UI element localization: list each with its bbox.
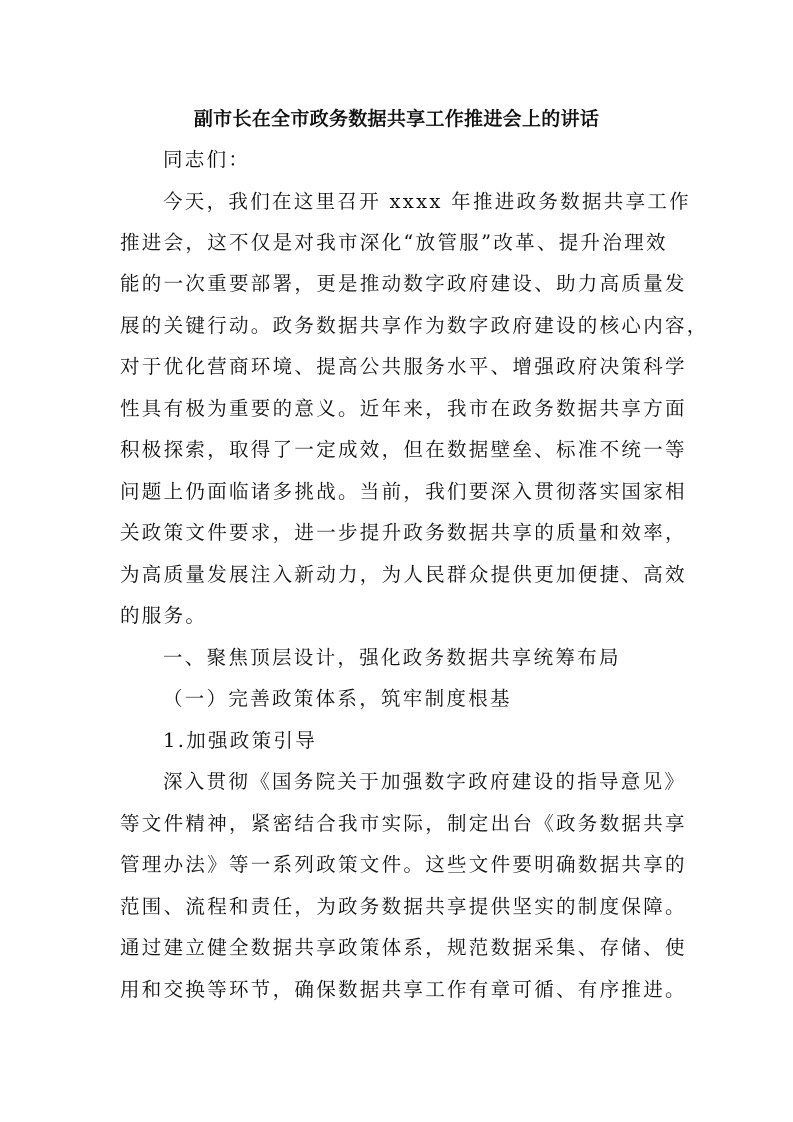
paragraph-line: 性具有极为重要的意义。近年来，我市在政务数据共享方面 (120, 397, 687, 420)
paragraph-line: 关政策文件要求，进一步提升政务数据共享的质量和效率， (120, 521, 687, 544)
paragraph-line: 推进会，这不仅是对我市深化“放管服”改革、提升治理效 (120, 231, 668, 254)
paragraph-line: 积极探索，取得了一定成效，但在数据壁垒、标准不统一等 (120, 438, 687, 461)
paragraph-line: 问题上仍面临诸多挑战。当前，我们要深入贯彻落实国家相 (120, 480, 687, 503)
paragraph-line: 用和交换等环节，确保数据共享工作有章可循、有序推进。 (120, 978, 687, 1001)
paragraph-line: 的服务。 (120, 604, 208, 627)
greeting: 同志们： (163, 148, 251, 171)
paragraph-line: 对于优化营商环境、提高公共服务水平、增强政府决策科学 (120, 355, 687, 378)
paragraph-line: 深入贯彻《国务院关于加强数字政府建设的指导意见》 (163, 770, 687, 793)
section-heading-2: （一）完善政策体系，筑牢制度根基 (163, 687, 512, 710)
paragraph-line: 管理办法》等一系列政策文件。这些文件要明确数据共享的 (120, 853, 687, 876)
paragraph-line: 今天，我们在这里召开 xxxx 年推进政务数据共享工作 (163, 190, 691, 213)
paragraph-line: 范围、流程和责任，为政务数据共享提供坚实的制度保障。 (120, 895, 687, 918)
paragraph-line: 等文件精神，紧密结合我市实际，制定出台《政务数据共享 (120, 812, 687, 835)
paragraph-line: 通过建立健全数据共享政策体系，规范数据采集、存储、使 (120, 936, 687, 959)
section-heading-3: 1.加强政策引导 (163, 729, 318, 752)
document-title: 副市长在全市政务数据共享工作推进会上的讲话 (193, 108, 600, 130)
paragraph-line: 为高质量发展注入新动力，为人民群众提供更加便捷、高效 (120, 563, 687, 586)
paragraph-line: 展的关键行动。政务数据共享作为数字政府建设的核心内容， (120, 314, 709, 337)
section-heading-1: 一、聚焦顶层设计，强化政务数据共享统筹布局 (163, 646, 621, 669)
paragraph-line: 能的一次重要部署，更是推动数字政府建设、助力高质量发 (120, 272, 687, 295)
